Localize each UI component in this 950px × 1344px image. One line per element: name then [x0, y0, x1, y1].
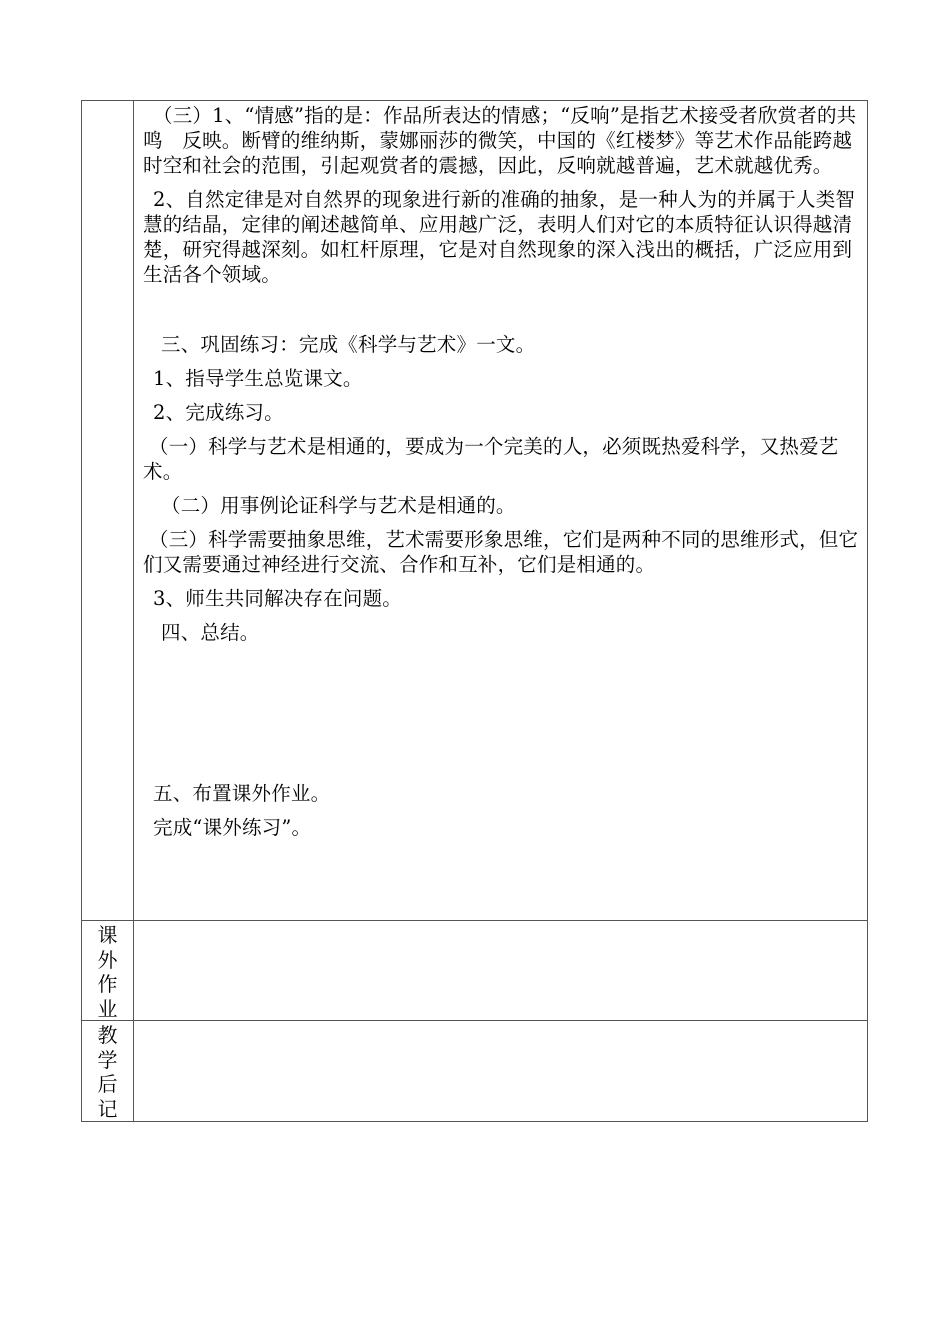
step-complete-exercise: 2、完成练习。: [153, 401, 284, 424]
homework-content: [134, 921, 867, 1020]
teaching-process-row: [82, 101, 867, 921]
homework-label: 课外作业: [97, 923, 118, 1021]
lesson-plan-table: [81, 100, 868, 1122]
reflection-content: [134, 1021, 867, 1121]
step-solve-problems: 3、师生共同解决存在问题。: [153, 587, 403, 610]
reflection-label-cell: [82, 1021, 134, 1121]
paragraph-emotion-response: （三）1、“情感”指的是：作品所表达的情感；“反响”是指艺术接受者欣赏者的共鸣 反映。断臂的维纳斯，蒙娜丽莎的微笑，中国的《红楼梦》等艺术作品能跨越时空和社会的范围，引起观赏者的震撼，因此，反响就越普遍，艺术就越优秀。: [143, 104, 857, 177]
teaching-process-content: [134, 101, 867, 920]
exercise-point-two: （二）用事例论证科学与艺术是相通的。: [161, 494, 516, 517]
reflection-label: 教学后记: [97, 1023, 118, 1121]
step-overview-text: 1、指导学生总览课文。: [153, 367, 363, 390]
section-summary-heading: 四、总结。: [161, 621, 260, 644]
homework-row: [82, 921, 867, 1021]
exercise-point-three: （三）科学需要抽象思维，艺术需要形象思维，它们是两种不同的思维形式，但它们又需要通过神经进行交流、合作和互补，它们是相通的。: [143, 528, 859, 576]
exercise-point-one: （一）科学与艺术是相通的，要成为一个完美的人，必须既热爱科学，又热爱艺术。: [143, 435, 839, 483]
section-homework-heading: 五、布置课外作业。: [153, 782, 331, 805]
row-label-empty: [82, 101, 134, 920]
homework-label-cell: [82, 921, 134, 1020]
homework-instruction: 完成“课外练习”。: [153, 816, 312, 839]
reflection-row: [82, 1021, 867, 1121]
section-consolidation-heading: 三、巩固练习：完成《科学与艺术》一文。: [161, 333, 536, 356]
paragraph-natural-law: 2、自然定律是对自然界的现象进行新的准确的抽象，是一种人为的并属于人类智慧的结晶，定律的阐述越简单、应用越广泛，表明人们对它的本质特征认识得越清楚，研究得越深刻。如杠杆原理，它是对自然现象的深入浅出的概括，广泛应用到生活各个领域。: [143, 188, 856, 286]
